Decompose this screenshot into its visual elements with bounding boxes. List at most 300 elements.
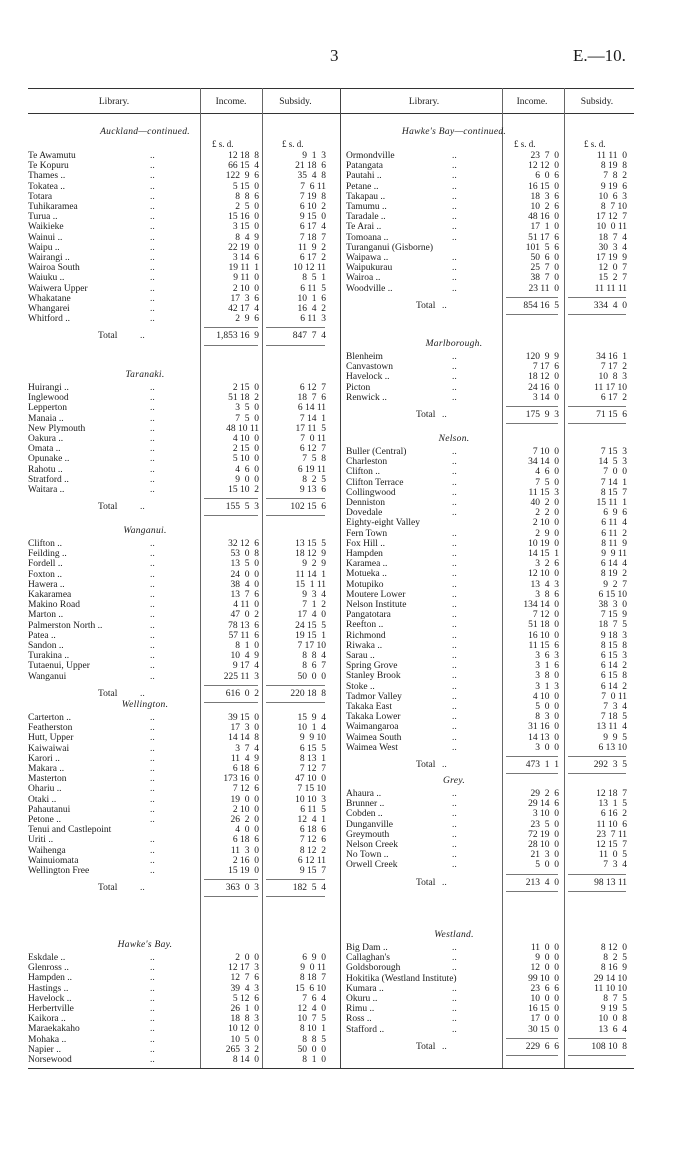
- total-label: Total: [98, 688, 118, 699]
- leader-dots: ..: [150, 815, 155, 825]
- leader-dots: ..: [150, 1044, 155, 1055]
- leader-dots: ..: [150, 723, 155, 734]
- income-value: 12 12 0: [528, 161, 559, 172]
- table-row: [346, 233, 630, 243]
- library-name: Orwell Creek: [346, 860, 398, 871]
- leader-dots: ..: [150, 953, 155, 963]
- leader-dots: ..: [452, 362, 457, 373]
- library-name: Tuhikaramea: [28, 202, 78, 212]
- library-name: Hastings ..: [28, 983, 69, 994]
- library-name: Uriti ..: [28, 835, 54, 846]
- leader-dots: ..: [150, 273, 155, 284]
- total-underline: [568, 314, 626, 315]
- library-name: Makara ..: [28, 764, 65, 774]
- income-value: 5 0 0: [535, 702, 559, 712]
- subsidy-header: Subsidy.: [580, 97, 614, 107]
- library-name: Nelson Creek: [346, 840, 398, 850]
- leader-dots: ..: [150, 293, 155, 304]
- library-name: Petone ..: [28, 815, 61, 825]
- subsidy-value: 17 19 9: [596, 253, 627, 263]
- library-name: Carterton ..: [28, 713, 72, 723]
- table-row: [28, 713, 329, 723]
- subsidy-value: 10 6 3: [598, 191, 627, 202]
- leader-dots: ..: [150, 963, 155, 974]
- total-row: [28, 689, 329, 699]
- leader-dots: ..: [150, 569, 155, 580]
- library-name: Hampden: [346, 549, 383, 559]
- total-rule: [266, 879, 325, 880]
- total-underline: [204, 345, 258, 346]
- income-value: 24 16 0: [528, 382, 559, 393]
- table-row: [346, 457, 630, 467]
- library-name: Pangatotara: [346, 610, 391, 621]
- library-name: Hokitika (Westland Institute): [346, 973, 457, 984]
- income-value: 10 19 0: [528, 538, 559, 549]
- leader-dots: ..: [452, 467, 457, 478]
- library-name: Callaghan's: [346, 953, 390, 964]
- income-value: 7 5 0: [535, 477, 559, 488]
- income-value: 3 6 3: [535, 651, 559, 661]
- table-row: [346, 661, 630, 671]
- section-title: Grey.: [443, 776, 465, 786]
- subsidy-value: 7 12 6: [299, 835, 326, 846]
- leader-dots: ..: [150, 1055, 155, 1065]
- leader-dots: ..: [150, 539, 155, 549]
- leader-dots: ..: [452, 222, 457, 233]
- library-name: Havelock ..: [346, 372, 390, 383]
- subsidy-value: 9 2 7: [603, 579, 627, 590]
- total-row: [346, 1042, 630, 1052]
- subsidy-value: 11 10 6: [596, 819, 627, 830]
- leader-dots: ..: [452, 850, 457, 861]
- section-title: Nelson.: [438, 434, 470, 444]
- table-row: [346, 569, 630, 579]
- library-name: Thames ..: [28, 171, 66, 182]
- income-value: 38 4 0: [230, 579, 259, 590]
- subsidy-value: 15 9 4: [297, 713, 326, 723]
- leader-dots: ..: [452, 202, 457, 212]
- table-row: [346, 953, 630, 963]
- income-value: 6 18 6: [232, 835, 259, 846]
- leader-dots: ..: [452, 702, 457, 712]
- library-name: Lepperton: [28, 403, 68, 414]
- income-value: 3 1 3: [535, 681, 559, 692]
- subsidy-value: 8 15 8: [600, 640, 627, 651]
- total-label: Total: [98, 331, 118, 342]
- library-name: Norsewood: [28, 1055, 72, 1065]
- leader-dots: ..: [452, 579, 457, 590]
- total-underline: [506, 1055, 558, 1056]
- leader-dots: ..: [452, 600, 457, 610]
- leader-dots: ..: [452, 799, 457, 810]
- leader-dots: ..: [150, 651, 155, 662]
- income-value: 32 12 6: [228, 539, 259, 549]
- leader-dots: ..: [452, 508, 457, 519]
- leader-dots: ..: [452, 477, 457, 488]
- income-value: 38 7 0: [530, 273, 559, 284]
- library-name: Clifton Terrace: [346, 477, 404, 488]
- total-row: [346, 301, 630, 311]
- library-name: Fordell ..: [28, 559, 63, 570]
- total-income: 229 6 6: [525, 1041, 559, 1052]
- income-value: 15 16 0: [228, 212, 259, 223]
- income-value: 173 16 0: [223, 774, 259, 785]
- subsidy-value: 7 3 4: [603, 702, 627, 712]
- leader-dots: ..: [452, 212, 457, 223]
- table-row: [346, 580, 630, 590]
- income-value: 10 4 9: [230, 651, 259, 662]
- leader-dots: ..: [452, 372, 457, 383]
- section-title: Auckland—continued.: [100, 127, 190, 137]
- subsidy-value: 14 5 3: [598, 457, 627, 468]
- leader-dots: ..: [150, 181, 155, 192]
- leader-dots: ..: [140, 688, 145, 699]
- total-rule: [204, 327, 258, 328]
- income-value: 42 17 4: [228, 304, 259, 314]
- table-row: [346, 151, 630, 161]
- subsidy-value: 6 18 6: [299, 825, 326, 836]
- leader-dots: ..: [452, 620, 457, 631]
- total-rule: [568, 406, 626, 407]
- subsidy-value: 8 8 4: [302, 651, 326, 662]
- income-value: 34 14 0: [528, 457, 559, 468]
- table-row: [28, 212, 329, 222]
- income-value: 225 11 3: [223, 671, 259, 682]
- income-value: 4 10 0: [232, 434, 259, 444]
- leader-dots: ..: [442, 877, 447, 888]
- table-row: [28, 953, 329, 963]
- leader-dots: ..: [150, 283, 155, 294]
- leader-dots: ..: [150, 671, 155, 682]
- subsidy-value: 10 12 11: [293, 263, 326, 274]
- library-name: Tutaenui, Upper: [28, 661, 90, 672]
- library-name: Maraekakaho: [28, 1024, 80, 1035]
- table-row: [28, 856, 329, 866]
- library-name: Cobden ..: [346, 809, 383, 820]
- library-name: Foxton ..: [28, 569, 63, 580]
- subsidy-value: 9 19 5: [600, 1004, 627, 1015]
- income-value: 9 0 0: [235, 474, 259, 485]
- library-name: Ross ..: [346, 1014, 372, 1025]
- library-name: Sandon ..: [28, 641, 64, 651]
- subsidy-value: 18 7 4: [598, 232, 627, 243]
- leader-dots: ..: [452, 538, 457, 549]
- subsidy-value: 8 2 5: [302, 474, 326, 485]
- total-underline: [568, 891, 626, 892]
- subsidy-value: 15 2 7: [598, 273, 627, 284]
- table-row: [28, 182, 329, 192]
- leader-dots: ..: [150, 444, 155, 455]
- leader-dots: ..: [452, 273, 457, 284]
- section-title: Westland.: [434, 930, 474, 940]
- section-title: Wellington.: [121, 700, 169, 710]
- leader-dots: ..: [442, 1041, 447, 1052]
- table-row: [346, 161, 630, 171]
- subsidy-value: 6 11 5: [300, 283, 326, 294]
- library-name: Reefton ..: [346, 620, 384, 631]
- subsidy-value: 19 15 1: [295, 630, 326, 641]
- library-name: Fox Hill ..: [346, 538, 386, 549]
- library-name: Clifton ..: [346, 467, 381, 478]
- table-row: [28, 866, 329, 876]
- leader-dots: ..: [452, 610, 457, 621]
- total-rule: [204, 685, 258, 686]
- total-subsidy: 98 13 11: [594, 877, 627, 888]
- subsidy-value: 7 12 7: [299, 764, 326, 774]
- income-value: 28 10 0: [528, 840, 559, 850]
- subsidy-value: 6 12 7: [299, 444, 326, 455]
- library-name: Charleston: [346, 457, 388, 468]
- library-name: Waiuku ..: [28, 273, 65, 284]
- subsidy-value: 6 11 4: [601, 518, 627, 529]
- income-value: 3 1 6: [535, 661, 559, 672]
- table-row: [346, 590, 630, 600]
- table-row: [346, 192, 630, 202]
- subsidy-value: 6 19 11: [297, 464, 326, 475]
- subsidy-value: 7 6 11: [300, 181, 326, 192]
- library-name: Brunner ..: [346, 799, 385, 810]
- income-value: 120 9 9: [525, 352, 559, 362]
- subsidy-value: 47 10 0: [295, 774, 326, 785]
- library-name: Rahotu ..: [28, 464, 63, 475]
- subsidy-value: 7 1 2: [302, 600, 326, 611]
- total-rule: [204, 879, 258, 880]
- total-subsidy: 102 15 6: [290, 502, 326, 513]
- income-value: 17 0 0: [530, 1014, 559, 1025]
- income-value: 23 11 0: [528, 283, 559, 294]
- income-value: 50 6 0: [530, 253, 559, 263]
- table-row: [346, 809, 630, 819]
- library-name: Wainuiomata: [28, 855, 79, 866]
- total-income: 854 16 5: [523, 300, 559, 311]
- table-row: [346, 1014, 630, 1024]
- leader-dots: ..: [442, 760, 447, 770]
- leader-dots: ..: [452, 829, 457, 840]
- income-value: 101 5 6: [525, 242, 559, 253]
- subsidy-value: 8 18 7: [299, 973, 326, 984]
- subsidy-value: 7 3 4: [603, 860, 627, 871]
- income-value: 23 5 0: [530, 819, 559, 830]
- library-name: Kakaramea: [28, 590, 72, 600]
- library-name: Goldsborough: [346, 963, 401, 974]
- table-row: [28, 171, 329, 181]
- leader-dots: ..: [150, 804, 155, 815]
- subsidy-value: 34 16 1: [596, 352, 627, 362]
- table-row: [346, 284, 630, 294]
- subsidy-value: 8 6 7: [302, 661, 326, 672]
- total-income: 155 5 3: [225, 502, 259, 513]
- income-value: 12 17 3: [228, 963, 259, 974]
- library-name: Ormondville: [346, 151, 395, 161]
- table-row: [346, 974, 630, 984]
- total-row: [346, 878, 630, 888]
- subsidy-value: 15 6 10: [295, 983, 326, 994]
- subsidy-value: 10 0 11: [596, 222, 627, 233]
- section-title: Hawke's Bay—continued.: [401, 127, 507, 137]
- library-name: Greymouth: [346, 829, 390, 840]
- income-value: 7 10 0: [532, 447, 559, 457]
- income-value: 2 10 0: [232, 804, 259, 815]
- library-name: Pautahi ..: [346, 171, 382, 182]
- table-row: [28, 434, 329, 444]
- table-row: [28, 263, 329, 273]
- library-name: Wanganui: [28, 671, 67, 682]
- income-value: 19 0 0: [230, 794, 259, 805]
- subsidy-value: 6 13 10: [598, 742, 627, 753]
- subsidy-value: 11 10 10: [594, 983, 627, 994]
- table-row: [346, 682, 630, 692]
- income-value: 3 15 0: [232, 222, 259, 233]
- table-row: [28, 393, 329, 403]
- section-title: Hawke's Bay.: [117, 940, 173, 950]
- table-row: [346, 943, 630, 953]
- subsidy-value: 8 12 2: [299, 845, 326, 856]
- leader-dots: ..: [452, 191, 457, 202]
- table-row: [346, 478, 630, 488]
- table-row: [346, 1004, 630, 1014]
- table-row: [28, 475, 329, 485]
- library-name: Glenross ..: [28, 963, 69, 974]
- income-value: 8 8 6: [235, 191, 259, 202]
- table-row: [28, 1024, 329, 1034]
- total-underline: [568, 773, 626, 774]
- subsidy-value: 9 15 7: [299, 866, 326, 876]
- subsidy-value: 11 9 2: [297, 242, 326, 253]
- income-value: 17 3 0: [230, 723, 259, 734]
- subsidy-value: 8 12 0: [600, 943, 627, 953]
- leader-dots: ..: [452, 549, 457, 559]
- table-row: [346, 273, 630, 283]
- total-row: [28, 331, 329, 341]
- library-name: Eskdale ..: [28, 953, 66, 963]
- table-row: [28, 825, 329, 835]
- leader-dots: ..: [150, 559, 155, 570]
- table-row: [28, 733, 329, 743]
- library-name: Fern Town: [346, 528, 388, 539]
- library-name: Oakura ..: [28, 434, 64, 444]
- leader-dots: ..: [150, 983, 155, 994]
- table-row: [28, 465, 329, 475]
- subsidy-value: 9 15 0: [299, 212, 326, 223]
- library-name: Otaki ..: [28, 794, 57, 805]
- table-row: [346, 1025, 630, 1035]
- library-name: Patangata: [346, 161, 383, 172]
- table-row: [28, 815, 329, 825]
- total-rule: [266, 327, 325, 328]
- subsidy-value: 6 14 2: [600, 661, 627, 672]
- leader-dots: ..: [452, 352, 457, 362]
- total-subsidy: 847 7 4: [292, 331, 326, 342]
- table-row: [28, 661, 329, 671]
- table-row: [28, 559, 329, 569]
- income-value: 2 0 0: [235, 953, 259, 963]
- library-name: Petane ..: [346, 181, 379, 192]
- library-name: Spring Grove: [346, 661, 398, 672]
- subsidy-value: 18 7 5: [598, 620, 627, 631]
- leader-dots: ..: [452, 722, 457, 733]
- table-row: [346, 488, 630, 498]
- income-value: 2 15 0: [232, 444, 259, 455]
- table-row: [346, 253, 630, 263]
- library-name: Whangarei: [28, 304, 70, 314]
- table-row: [346, 539, 630, 549]
- income-value: 16 15 0: [528, 1004, 559, 1015]
- leader-dots: ..: [150, 1014, 155, 1025]
- table-header-rule: [28, 113, 634, 114]
- library-name: Huirangi ..: [28, 383, 69, 393]
- subsidy-value: 7 17 10: [297, 641, 326, 651]
- leader-dots: ..: [452, 840, 457, 850]
- subsidy-value: 8 1 0: [302, 1055, 326, 1065]
- income-value: 16 10 0: [528, 630, 559, 641]
- subsidy-value: 8 15 7: [600, 487, 627, 498]
- table-row: [28, 151, 329, 161]
- table-row: [28, 161, 329, 171]
- table-row: [28, 314, 329, 324]
- total-label: Total: [416, 877, 436, 888]
- subsidy-value: 9 13 6: [299, 485, 326, 495]
- subsidy-value: 21 18 6: [295, 161, 326, 172]
- income-value: 17 3 6: [230, 293, 259, 304]
- leader-dots: ..: [452, 382, 457, 393]
- table-row: [28, 294, 329, 304]
- subsidy-value: 17 4 0: [297, 610, 326, 621]
- total-rule: [568, 1038, 626, 1039]
- subsidy-value: 7 14 1: [299, 413, 326, 424]
- library-name: Te Arai ..: [346, 222, 382, 233]
- table-row: [28, 621, 329, 631]
- subsidy-units: £ s. d.: [282, 139, 304, 149]
- library-name: Taradale ..: [346, 212, 386, 223]
- leader-dots: ..: [150, 253, 155, 263]
- subsidy-value: 8 5 1: [302, 273, 326, 284]
- leader-dots: ..: [452, 232, 457, 243]
- library-name: Ohariu ..: [28, 784, 62, 795]
- table-row: [28, 570, 329, 580]
- library-name: Waipu ..: [28, 242, 60, 253]
- library-name: Whakatane: [28, 293, 71, 304]
- leader-dots: ..: [150, 222, 155, 233]
- subsidy-value: 6 15 5: [299, 743, 326, 754]
- leader-dots: ..: [150, 733, 155, 744]
- subsidy-value: 9 0 11: [300, 963, 326, 974]
- income-value: 7 17 6: [532, 362, 559, 373]
- income-value: 26 1 0: [230, 1004, 259, 1014]
- income-value: 39 4 3: [230, 983, 259, 994]
- table-row: [28, 243, 329, 253]
- total-income: 363 0 3: [225, 883, 259, 894]
- table-row: [28, 641, 329, 651]
- subsidy-value: 18 7 6: [297, 393, 326, 404]
- table-row: [28, 1035, 329, 1045]
- subsidy-value: 9 9 11: [601, 549, 627, 559]
- library-name: Sarau ..: [346, 651, 375, 661]
- table-row: [28, 984, 329, 994]
- table-row: [346, 692, 630, 702]
- library-name: Karori ..: [28, 753, 60, 764]
- income-value: 12 7 6: [230, 973, 259, 984]
- table-row: [28, 414, 329, 424]
- table-row: [28, 754, 329, 764]
- subsidy-value: 38 3 0: [598, 600, 627, 610]
- subsidy-value: 18 12 9: [295, 549, 326, 560]
- library-name: Napier ..: [28, 1044, 61, 1055]
- total-income: 473 1 1: [525, 760, 559, 770]
- table-row: [346, 712, 630, 722]
- total-underline: [506, 314, 558, 315]
- table-row: [28, 383, 329, 393]
- leader-dots: ..: [150, 263, 155, 274]
